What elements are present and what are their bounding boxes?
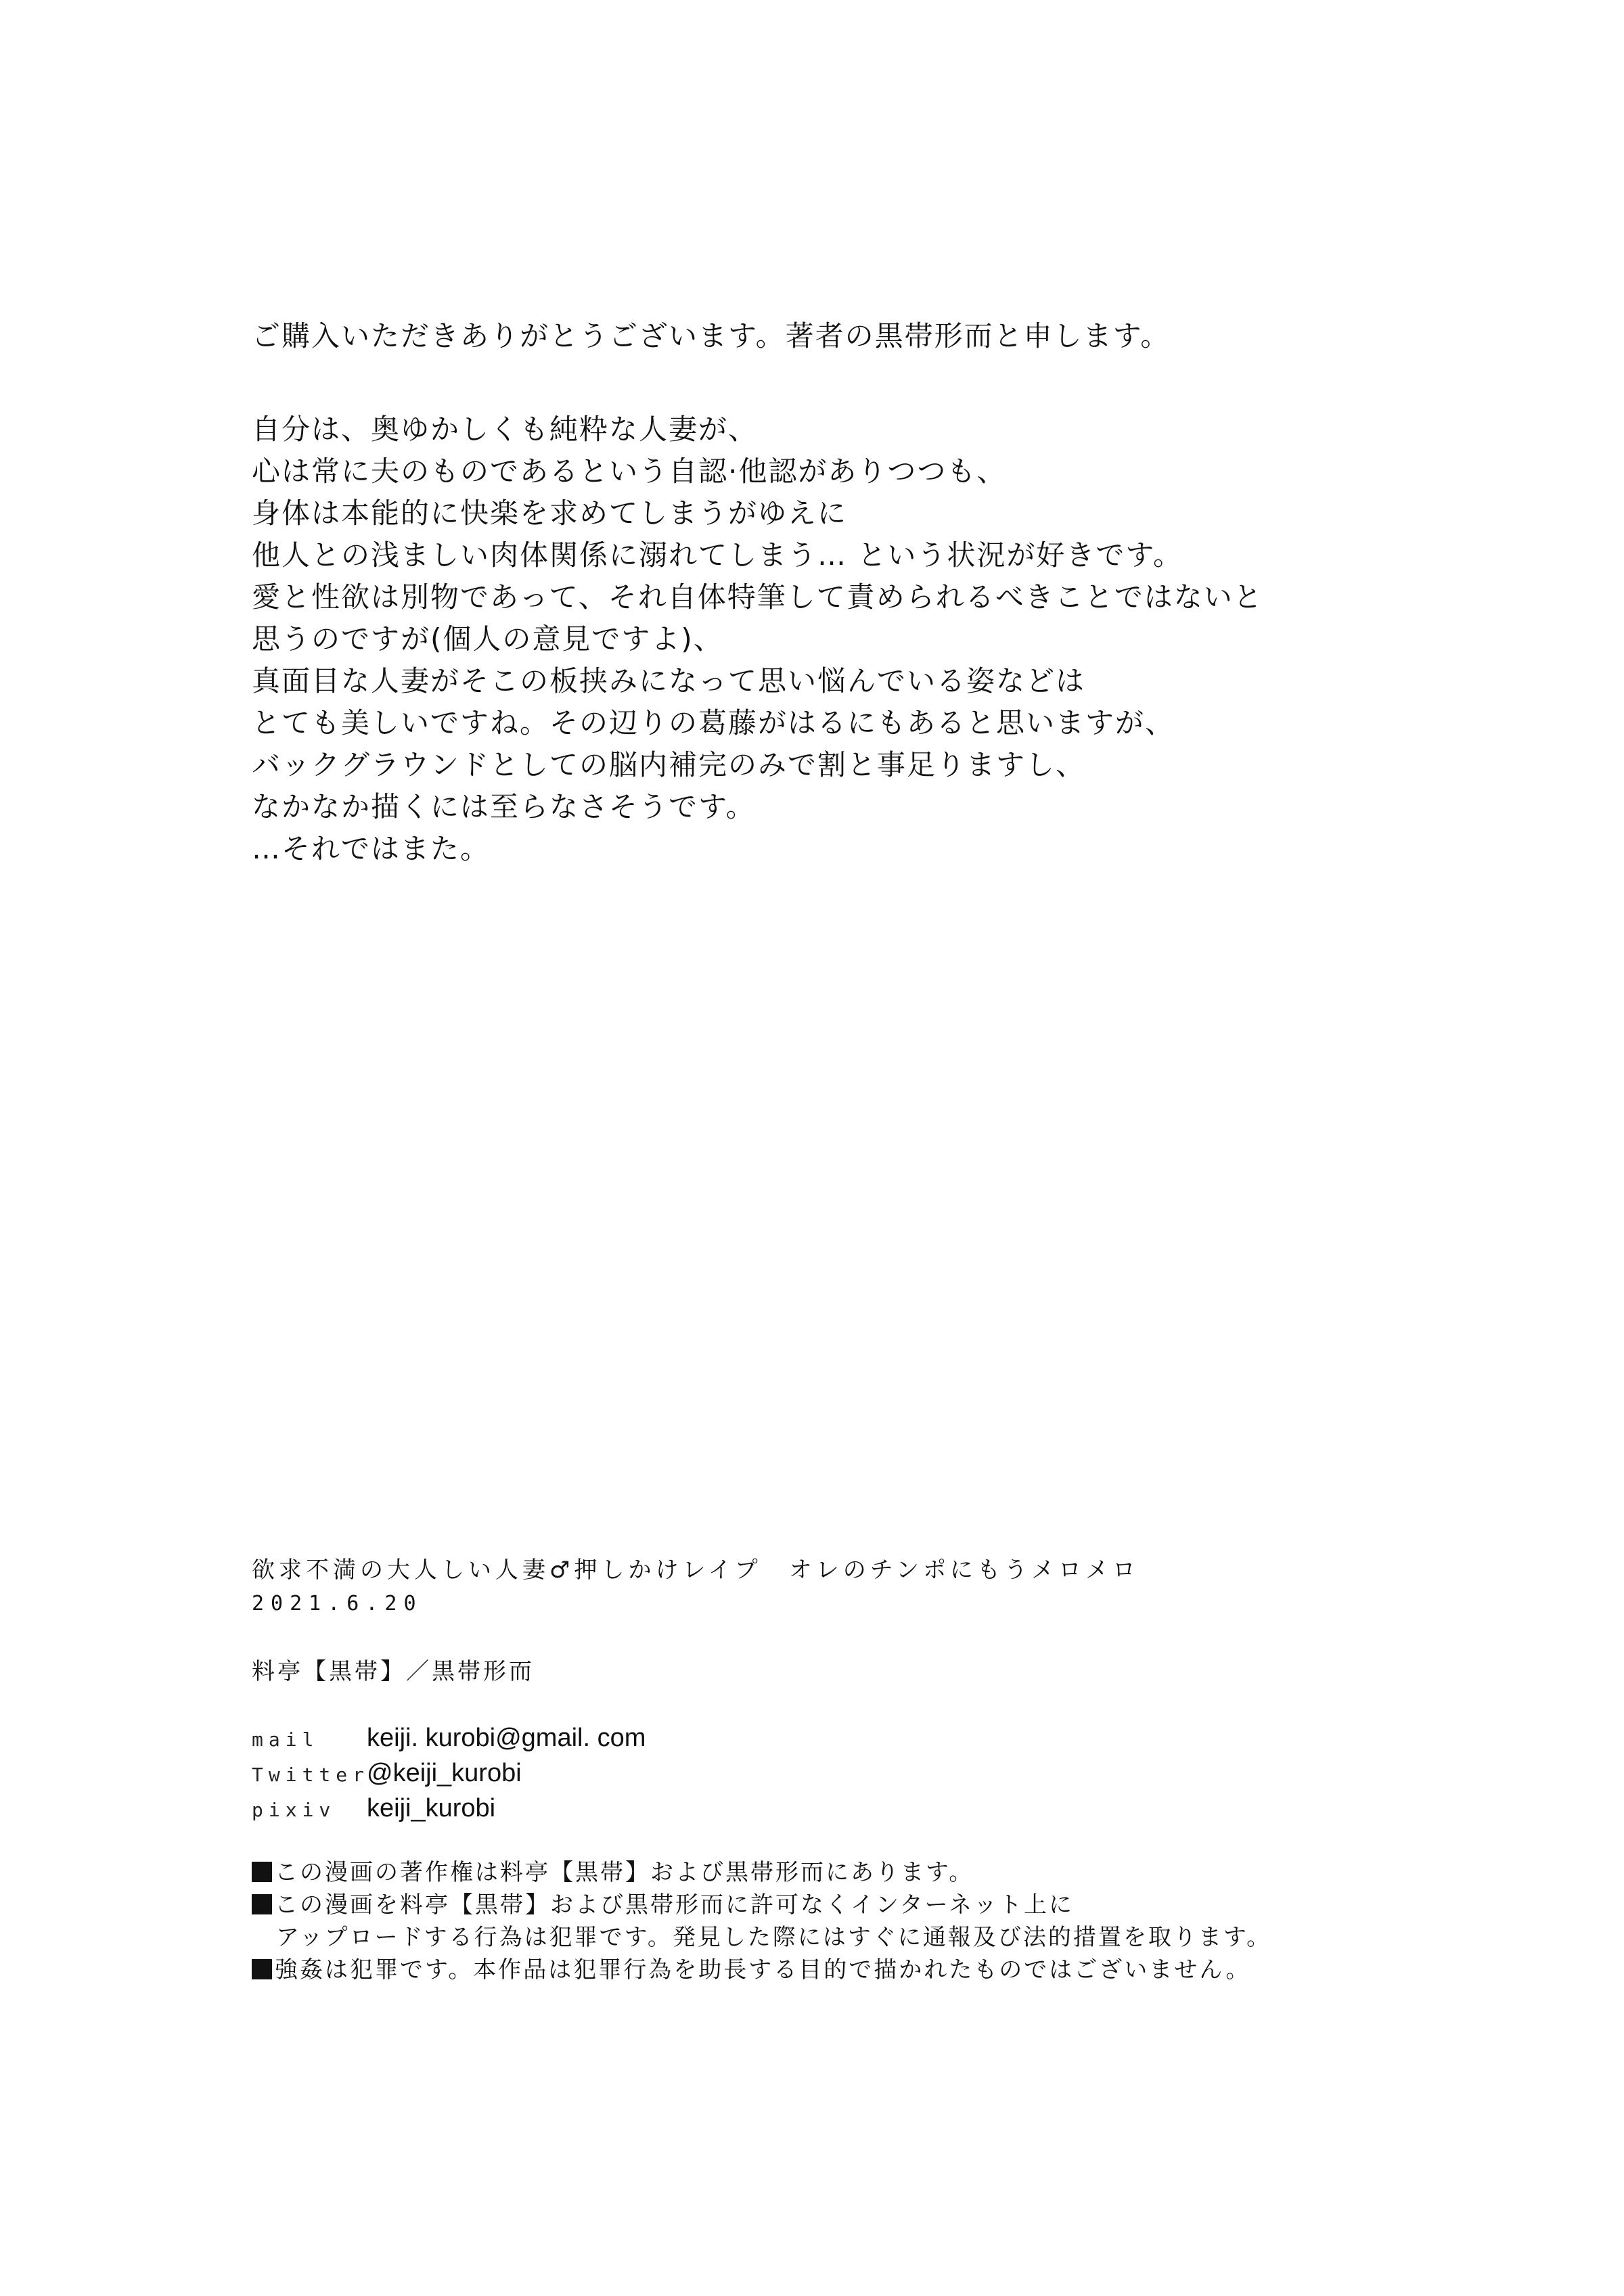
afterword-line: 心は常に夫のものであるという自認·他認がありつつも、	[252, 455, 1007, 488]
contact-pixiv	[252, 1794, 1402, 1829]
afterword-line: 他人との浅ましい肉体関係に溺れてしまう… という状況が好きです。	[252, 538, 1183, 572]
colophon	[252, 1553, 1402, 1986]
contact-label: Twitter	[252, 1764, 370, 1786]
afterword-line: 自分は、奥ゆかしくも純粋な人妻が、	[252, 413, 759, 446]
copyright-notices	[252, 1856, 1402, 1986]
circle-author: 料亭【黒帯】／黒帯形而	[252, 1658, 535, 1685]
publication-date: 2021.6.20	[252, 1592, 423, 1615]
notice-upload	[252, 1889, 1402, 1954]
afterword-line: 真面目な人妻がそこの板挟みになって思い悩んでいる姿などは	[252, 664, 1086, 697]
notice-text: アップロードする行為は犯罪です。発見した際にはすぐに通報及び法的措置を取ります。	[276, 1924, 1272, 1951]
notice-text: この漫画を料亭【黒帯】および黒帯形而に許可なくインターネット上に	[275, 1891, 1074, 1919]
square-bullet-icon	[252, 1894, 272, 1914]
afterword-line: 身体は本能的に快楽を求めてしまうがゆえに	[252, 497, 848, 530]
square-bullet-icon	[252, 1959, 272, 1979]
afterword-line: とても美しいですね。その辺りの葛藤がはるにもあると思いますが、	[252, 706, 1175, 739]
afterword-text	[252, 315, 1402, 870]
contact-list	[252, 1724, 1402, 1829]
afterword-line: なかなか描くには至らなさそうです。	[252, 790, 756, 823]
notice-crime	[252, 1954, 1402, 1986]
contact-label: pixiv	[252, 1799, 336, 1821]
contact-mail	[252, 1724, 1402, 1759]
greeting-line: ご購入いただきありがとうございます。著者の黒帯形而と申します。	[252, 319, 1171, 352]
work-title: 欲求不満の大人しい人妻♂押しかけレイプ オレのチンポにもうメロメロ	[252, 1557, 1140, 1584]
contact-label: mail	[252, 1728, 319, 1751]
notice-copyright	[252, 1856, 1402, 1889]
afterword-line: 愛と性欲は別物であって、それ自体特筆して責められるべきことではないと	[252, 580, 1263, 614]
afterword-line: バックグラウンドとしての脳内補完のみで割と事足りますし、	[252, 748, 1086, 781]
contact-twitter	[252, 1759, 1402, 1794]
notice-text: 強姦は犯罪です。本作品は犯罪行為を助長する目的で描かれたものではございません。	[275, 1956, 1251, 1983]
pixiv-id: keiji_kurobi	[367, 1794, 496, 1822]
square-bullet-icon	[252, 1862, 272, 1882]
notice-text: この漫画の著作権は料亭【黒帯】および黒帯形而にあります。	[275, 1859, 974, 1886]
email-address: keiji. kurobi@gmail. com	[367, 1724, 646, 1752]
afterword-line: 思うのですが(個人の意見ですよ)、	[252, 622, 723, 656]
afterword-line: …それではまた。	[252, 832, 491, 865]
twitter-handle: @keiji_kurobi	[367, 1759, 522, 1787]
